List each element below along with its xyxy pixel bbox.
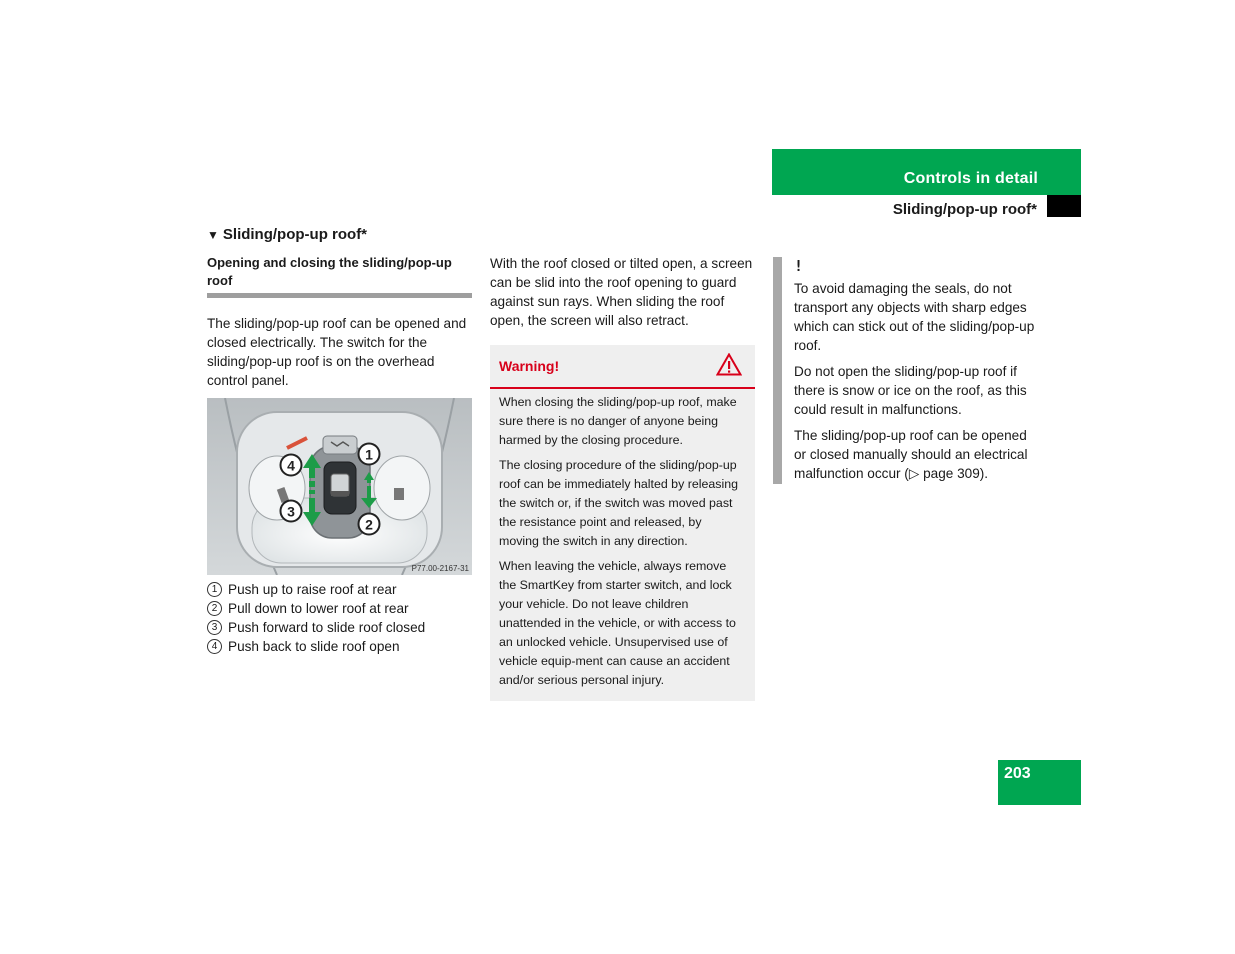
- chapter-title: Controls in detail: [903, 170, 1038, 187]
- svg-text:1: 1: [365, 446, 373, 463]
- overhead-control-panel-figure: [207, 398, 472, 575]
- notice-box: [794, 257, 1042, 490]
- callout-legend: [207, 580, 472, 656]
- warning-body: [490, 389, 755, 690]
- header-marker: [1047, 195, 1081, 217]
- exclamation-icon: !: [794, 257, 804, 275]
- callout-1: [359, 444, 380, 465]
- page-number-box: [998, 760, 1081, 805]
- callout-number: 3: [207, 620, 222, 635]
- subheading: Opening and closing the sliding/pop-up roof: [207, 254, 472, 298]
- figure-code: P77.00-2167-31: [411, 564, 469, 573]
- page-number: 203: [1004, 765, 1031, 782]
- legend-text: Push forward to slide roof closed: [228, 620, 426, 635]
- section-heading-text: Sliding/pop-up roof*: [222, 226, 368, 243]
- notice-paragraph: The sliding/pop-up roof can be opened or closed manually should an electrical malfunction occur (▷ page 309).: [794, 428, 1028, 481]
- callout-number: 4: [207, 639, 222, 654]
- warning-box: [490, 345, 755, 701]
- legend-item: [207, 618, 472, 637]
- screen-paragraph: With the roof closed or tilted open, a screen can be slid into the roof opening to guard against sun rays. When sliding the roof open, the screen will also retract.: [490, 256, 753, 328]
- chapter-header: [772, 149, 1081, 195]
- triangle-down-icon: ▼: [207, 228, 219, 242]
- legend-item: [207, 637, 472, 656]
- callout-number: 1: [207, 582, 222, 597]
- legend-item: [207, 580, 472, 599]
- legend-text: Push up to raise roof at rear: [228, 582, 397, 597]
- callout-4: [281, 455, 302, 476]
- legend-text: Push back to slide roof open: [228, 639, 400, 654]
- warning-label: Warning!: [499, 358, 560, 374]
- intro-paragraph: The sliding/pop-up roof can be opened and closed electrically. The switch for the sliding/pop-up roof is on the overhead control panel.: [207, 316, 467, 388]
- left-column: [207, 254, 472, 656]
- callout-number: 2: [207, 601, 222, 616]
- middle-column: [490, 254, 755, 701]
- warning-header: [490, 345, 755, 389]
- callout-3: [281, 501, 302, 522]
- svg-text:2: 2: [365, 516, 373, 533]
- warning-paragraph: When closing the sliding/pop-up roof, make sure there is no danger of anyone being harmed by the closing procedure.: [499, 395, 737, 447]
- notice-paragraph: To avoid damaging the seals, do not transport any objects with sharp edges which can stick out of the sliding/pop-up roof.: [794, 281, 1035, 353]
- section-heading: [207, 226, 367, 243]
- svg-text:3: 3: [287, 503, 295, 520]
- notice-paragraph: Do not open the sliding/pop-up roof if there is snow or ice on the roof, as this could result in malfunctions.: [794, 364, 1027, 417]
- legend-item: [207, 599, 472, 618]
- notice-bar: [773, 257, 782, 484]
- svg-text:4: 4: [287, 457, 295, 474]
- callout-2: [359, 514, 380, 535]
- legend-text: Pull down to lower roof at rear: [228, 601, 409, 616]
- warning-paragraph: The closing procedure of the sliding/pop-up roof can be immediately halted by releasing the switch or, if the switch was moved past the resistance point and released, by moving the switch in any direction.: [499, 458, 738, 548]
- warning-paragraph: When leaving the vehicle, always remove the SmartKey from starter switch, and lock your vehicle. Do not leave children unattended in the vehicle, or with access to an unlocked vehicle. Unsupervised use of vehicle equip-ment can cause an accident and/or serious personal injury.: [499, 559, 736, 687]
- warning-triangle-icon: [716, 353, 742, 381]
- section-header: Sliding/pop-up roof*: [892, 201, 1037, 218]
